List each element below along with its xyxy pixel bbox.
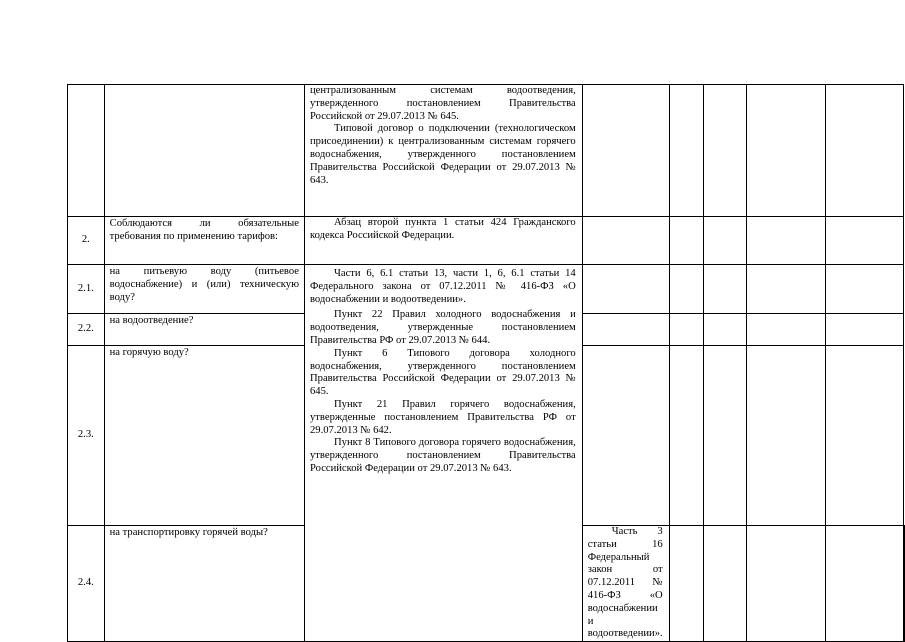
- number-cell: [68, 85, 105, 217]
- question-cell: Соблюдаются ли обязательные требования по применению тарифов:: [104, 217, 304, 265]
- answer-cell: [582, 217, 669, 265]
- law-paragraph: Часть 3 статьи 16 Федеральный закон от 07.12.2011 № 416-ФЗ «О водоснабжении и водоотведении».: [587, 526, 663, 640]
- note-cell: [826, 526, 904, 642]
- number-cell: 2.4.: [68, 526, 105, 642]
- question-cell: [104, 85, 304, 217]
- answer-cell: [704, 217, 747, 265]
- question-cell: на горячую воду?: [104, 346, 304, 526]
- note-cell: [826, 85, 904, 217]
- question-cell: на транспортировку горячей воды?: [104, 526, 304, 642]
- note-cell: [747, 314, 826, 346]
- law-paragraph: Типовой договор о подключении (технологическом присоединении) к централизованным системам горячего водоснабжения, утвержденного постановлением Правительства Российской Федерации от 29.07.2013 № 643.: [310, 123, 576, 186]
- answer-cell: [669, 346, 704, 526]
- law-paragraph: Пункт 6 Типового договора холодного водоснабжения, утвержденного постановлением Правительства Российской Федерации от 29.07.2013 № 645.: [310, 347, 576, 398]
- answer-cell: [704, 85, 747, 217]
- answer-cell: [582, 265, 669, 314]
- law-paragraph: централизованным системам водоотведения, утвержденного постановлением Правительства Российской от 29.07.2013 № 645.: [310, 85, 576, 122]
- answer-cell: [704, 314, 747, 346]
- note-cell: [826, 265, 904, 314]
- law-paragraph: Пункт 22 Правил холодного водоснабжения и водоотведения, утвержденные постановлением Правительства РФ от 29.07.2013 № 644.: [310, 309, 576, 346]
- answer-cell: [582, 85, 669, 217]
- answer-cell: [582, 314, 669, 346]
- note-cell: [747, 346, 826, 526]
- answer-cell: [669, 85, 704, 217]
- answer-cell: [669, 314, 704, 346]
- answer-cell: [704, 265, 747, 314]
- answer-cell: [704, 526, 747, 642]
- law-paragraph: Абзац второй пункта 1 статьи 424 Гражданского кодекса Российской Федерации.: [310, 217, 576, 241]
- answer-cell: [747, 526, 826, 642]
- law-cell: [582, 526, 669, 642]
- number-cell: 2.1.: [68, 265, 105, 314]
- number-cell: 2.2.: [68, 314, 105, 346]
- question-cell: на водоотведение?: [104, 314, 304, 346]
- note-cell: [747, 85, 826, 217]
- table-row: [68, 217, 905, 265]
- number-cell: 2.: [68, 217, 105, 265]
- answer-cell: [669, 217, 704, 265]
- law-cell-merged: [305, 265, 583, 642]
- note-cell: [826, 346, 904, 526]
- law-cell: [305, 85, 583, 217]
- table-row: [68, 85, 905, 217]
- answer-cell: [582, 346, 669, 526]
- answer-cell: [669, 526, 704, 642]
- law-paragraph: Части 6, 6.1 статьи 13, части 1, 6, 6.1 статьи 14 Федерального закона от 07.12.2011 № 416-ФЗ «О водоснабжении и водоотведении».: [310, 268, 576, 305]
- requirements-table: [67, 84, 905, 642]
- table-row: [68, 265, 905, 314]
- note-cell: [747, 265, 826, 314]
- law-paragraph: Пункт 21 Правил горячего водоснабжения, утвержденные постановлением Правительства РФ от 29.07.2013 № 642.: [310, 398, 576, 436]
- note-cell: [747, 217, 826, 265]
- answer-cell: [704, 346, 747, 526]
- note-cell: [904, 526, 905, 642]
- number-cell: 2.3.: [68, 346, 105, 526]
- note-cell: [826, 217, 904, 265]
- question-cell: на питьевую воду (питьевое водоснабжение) и (или) техническую воду?: [104, 265, 304, 314]
- note-cell: [826, 314, 904, 346]
- law-cell: [305, 217, 583, 265]
- law-paragraph: Пункт 8 Типового договора горячего водоснабжения, утвержденного постановлением Правительства Российской Федерации от 29.07.2013 № 643.: [310, 437, 576, 474]
- answer-cell: [669, 265, 704, 314]
